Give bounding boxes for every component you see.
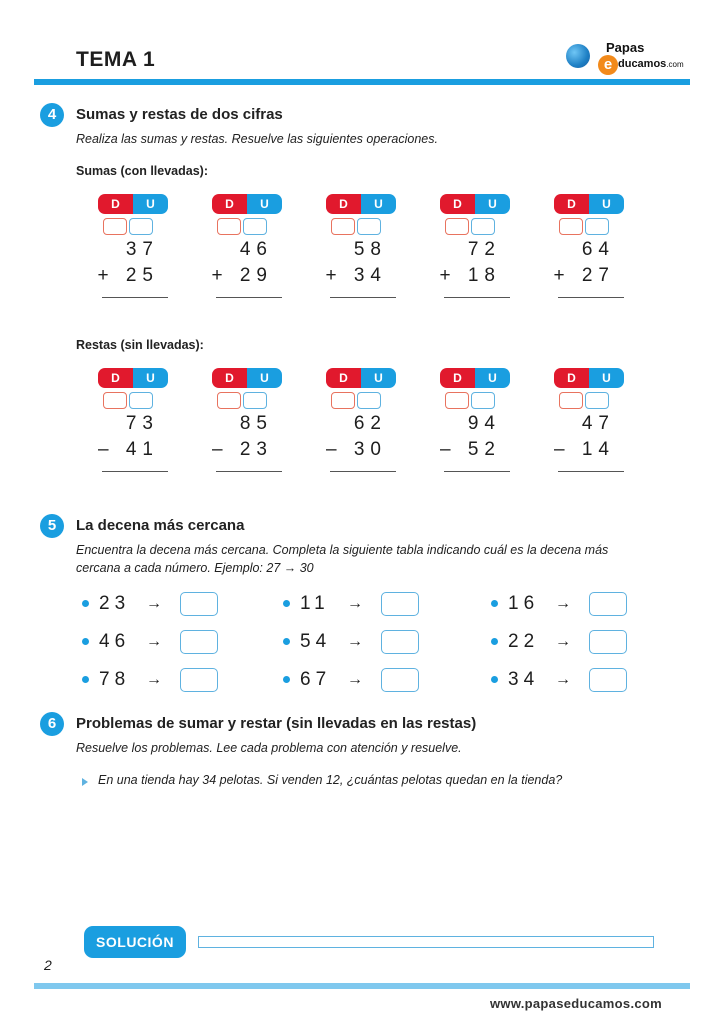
answer-box[interactable]	[589, 668, 627, 692]
carry-units-box[interactable]	[243, 218, 267, 235]
units-label: U	[247, 194, 282, 214]
result-line	[102, 297, 168, 298]
second-operand: + 27	[553, 265, 615, 286]
second-operand: – 52	[440, 439, 501, 460]
bullet-icon	[82, 676, 89, 683]
section-5-instructions-line-2: cercana a cada número. Ejemplo: 27 → 30	[76, 561, 314, 575]
footer-rule	[34, 983, 690, 989]
sums-heading: Sumas (con llevadas):	[76, 164, 208, 178]
carry-units-box[interactable]	[129, 218, 153, 235]
decena-number: 78	[99, 669, 131, 690]
decena-number: 67	[300, 669, 332, 690]
units-label: U	[361, 194, 396, 214]
decena-number: 34	[508, 669, 540, 690]
logo-word: ducamos	[618, 58, 667, 70]
arrow-icon: →	[146, 633, 162, 650]
decena-item	[283, 629, 443, 655]
answer-box[interactable]	[589, 630, 627, 654]
second-operand: – 30	[326, 439, 387, 460]
sum-operation	[209, 194, 285, 304]
decena-item	[491, 667, 651, 693]
result-line	[216, 471, 282, 472]
carry-units-box[interactable]	[357, 218, 381, 235]
first-operand: 73	[125, 413, 159, 434]
arrow-icon: →	[555, 595, 571, 612]
units-label: U	[475, 368, 510, 388]
first-operand: 64	[581, 239, 615, 260]
decena-item	[82, 591, 242, 617]
carry-units-box[interactable]	[585, 392, 609, 409]
decena-number: 11	[300, 593, 330, 614]
subs-heading: Restas (sin llevadas):	[76, 338, 204, 352]
units-label: U	[133, 368, 168, 388]
first-operand: 37	[125, 239, 159, 260]
result-line	[216, 297, 282, 298]
logo-text-bottom	[618, 58, 684, 70]
result-line	[330, 297, 396, 298]
second-operand: + 34	[325, 265, 387, 286]
decena-item	[82, 629, 242, 655]
result-line	[444, 297, 510, 298]
du-header	[212, 194, 282, 214]
units-label: U	[361, 368, 396, 388]
answer-box[interactable]	[381, 630, 419, 654]
sub-operation	[95, 368, 171, 478]
first-operand: 47	[581, 413, 615, 434]
second-operand: + 18	[439, 265, 501, 286]
arrow-icon: →	[146, 671, 162, 688]
du-header	[326, 368, 396, 388]
result-line	[558, 471, 624, 472]
result-line	[444, 471, 510, 472]
decena-item	[491, 629, 651, 655]
carry-tens-box[interactable]	[445, 218, 469, 235]
carry-tens-box[interactable]	[217, 392, 241, 409]
section-6-instructions: Resuelve los problemas. Lee cada problema con atención y resuelve.	[76, 741, 462, 755]
section-6-title: Problemas de sumar y restar (sin llevadas en las restas)	[76, 715, 477, 732]
carry-units-box[interactable]	[471, 218, 495, 235]
arrow-icon: →	[347, 595, 363, 612]
result-line	[102, 471, 168, 472]
first-operand: 72	[467, 239, 501, 260]
second-operand: – 41	[98, 439, 159, 460]
arrow-icon: →	[347, 671, 363, 688]
carry-units-box[interactable]	[471, 392, 495, 409]
carry-tens-box[interactable]	[559, 218, 583, 235]
tens-label: D	[554, 194, 589, 214]
answer-box[interactable]	[180, 668, 218, 692]
section-4-number: 4	[40, 103, 64, 127]
carry-units-box[interactable]	[129, 392, 153, 409]
page-title: TEMA 1	[76, 48, 156, 71]
bullet-icon	[283, 600, 290, 607]
tens-label: D	[326, 368, 361, 388]
sum-operation	[95, 194, 171, 304]
answer-box[interactable]	[180, 592, 218, 616]
units-label: U	[247, 368, 282, 388]
tens-label: D	[212, 368, 247, 388]
first-operand: 85	[239, 413, 273, 434]
second-operand: + 25	[97, 265, 159, 286]
bullet-icon	[491, 676, 498, 683]
carry-tens-box[interactable]	[103, 392, 127, 409]
bullet-icon	[491, 638, 498, 645]
decena-number: 22	[508, 631, 540, 652]
arrow-icon: →	[555, 671, 571, 688]
bullet-icon	[491, 600, 498, 607]
bullet-triangle-icon	[82, 778, 88, 786]
units-label: U	[589, 194, 624, 214]
sum-operation	[437, 194, 513, 304]
result-line	[558, 297, 624, 298]
logo-text-top: Papas	[606, 40, 645, 55]
sub-operation	[323, 368, 399, 478]
section-5-number: 5	[40, 514, 64, 538]
solution-input[interactable]	[198, 936, 654, 948]
carry-units-box[interactable]	[243, 392, 267, 409]
du-header	[440, 194, 510, 214]
footer-url[interactable]: www.papaseducamos.com	[490, 996, 662, 1011]
section-6-number: 6	[40, 712, 64, 736]
units-label: U	[133, 194, 168, 214]
decena-item	[491, 591, 651, 617]
carry-units-box[interactable]	[585, 218, 609, 235]
first-operand: 62	[353, 413, 387, 434]
carry-tens-box[interactable]	[559, 392, 583, 409]
solution-label: SOLUCIÓN	[84, 926, 186, 958]
bullet-icon	[283, 638, 290, 645]
tens-label: D	[98, 194, 133, 214]
arrow-icon: →	[146, 595, 162, 612]
du-header	[440, 368, 510, 388]
decena-number: 46	[99, 631, 131, 652]
answer-box[interactable]	[180, 630, 218, 654]
section-4-title: Sumas y restas de dos cifras	[76, 106, 283, 123]
decena-item	[82, 667, 242, 693]
carry-tens-box[interactable]	[445, 392, 469, 409]
second-operand: – 23	[212, 439, 273, 460]
tens-label: D	[440, 368, 475, 388]
arrow-icon: →	[555, 633, 571, 650]
section-4-instructions: Realiza las sumas y restas. Resuelve las siguientes operaciones.	[76, 132, 438, 146]
bullet-icon	[283, 676, 290, 683]
carry-tens-box[interactable]	[331, 392, 355, 409]
decena-item	[283, 591, 443, 617]
second-operand: + 29	[211, 265, 273, 286]
first-operand: 94	[467, 413, 501, 434]
du-header	[554, 194, 624, 214]
decena-number: 54	[300, 631, 332, 652]
decena-item	[283, 667, 443, 693]
tens-label: D	[440, 194, 475, 214]
du-header	[212, 368, 282, 388]
sub-operation	[551, 368, 627, 478]
bullet-icon	[82, 600, 89, 607]
page-number: 2	[44, 957, 52, 973]
sum-operation	[551, 194, 627, 304]
section-5-instructions-line-1: Encuentra la decena más cercana. Completa la siguiente tabla indicando cuál es la decena más	[76, 543, 609, 557]
result-line	[330, 471, 396, 472]
units-label: U	[589, 368, 624, 388]
carry-tens-box[interactable]	[331, 218, 355, 235]
carry-tens-box[interactable]	[217, 218, 241, 235]
logo-domain: .com	[666, 60, 684, 69]
answer-box[interactable]	[589, 592, 627, 616]
tens-label: D	[212, 194, 247, 214]
units-label: U	[475, 194, 510, 214]
bullet-icon	[82, 638, 89, 645]
first-operand: 46	[239, 239, 273, 260]
sum-operation	[323, 194, 399, 304]
logo-e-badge: e	[598, 55, 618, 75]
arrow-icon: →	[347, 633, 363, 650]
tens-label: D	[326, 194, 361, 214]
sub-operation	[209, 368, 285, 478]
du-header	[554, 368, 624, 388]
du-header	[98, 368, 168, 388]
first-operand: 58	[353, 239, 387, 260]
sub-operation	[437, 368, 513, 478]
tens-label: D	[554, 368, 589, 388]
second-operand: – 14	[554, 439, 615, 460]
answer-box[interactable]	[381, 592, 419, 616]
du-header	[98, 194, 168, 214]
problem-text: En una tienda hay 34 pelotas. Si venden 12, ¿cuántas pelotas quedan en la tienda?	[98, 773, 563, 787]
decena-number: 23	[99, 593, 131, 614]
logo-globe-icon	[566, 44, 590, 68]
decena-number: 16	[508, 593, 540, 614]
answer-box[interactable]	[381, 668, 419, 692]
carry-tens-box[interactable]	[103, 218, 127, 235]
du-header	[326, 194, 396, 214]
tens-label: D	[98, 368, 133, 388]
carry-units-box[interactable]	[357, 392, 381, 409]
header-rule	[34, 79, 690, 85]
section-5-title: La decena más cercana	[76, 517, 245, 534]
